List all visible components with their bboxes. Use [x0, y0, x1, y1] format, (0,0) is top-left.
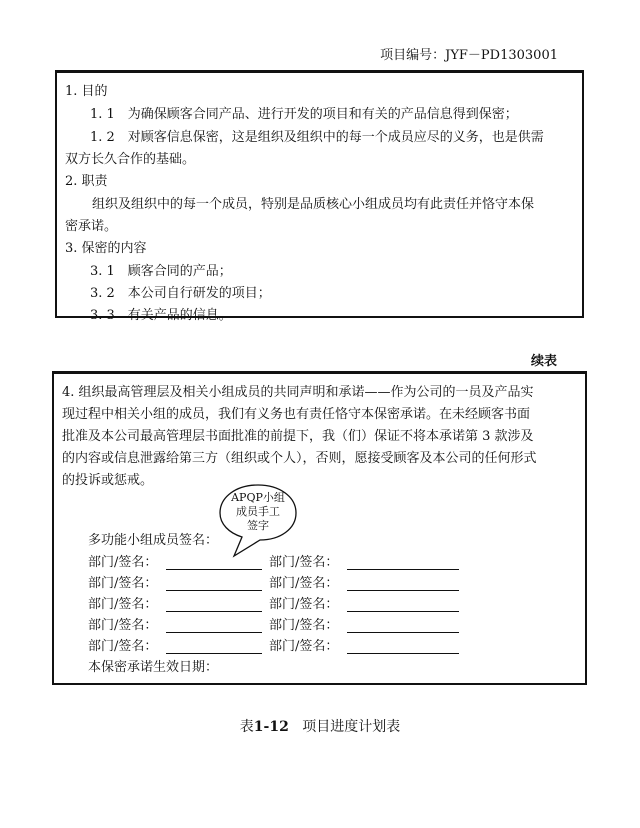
dept-sign-label: 部门/签名： — [88, 597, 158, 612]
dept-sign-label: 部门/签名： — [269, 639, 339, 654]
dept-sign-label: 部门/签名： — [269, 618, 339, 633]
signature-field[interactable] — [166, 653, 262, 654]
responsibility-text-cont: 密承诺。 — [65, 219, 118, 234]
signature-field[interactable] — [347, 653, 459, 654]
declaration-line-1: 4. 组织最高管理层及相关小组成员的共同声明和承诺——作为公司的一员及产品实 — [62, 385, 534, 400]
declaration-line-3: 批准及本公司最高管理层书面批准的前提下，我（们）保证不将本承诺第 3 款涉及 — [62, 429, 534, 444]
confidentiality-box-part1 — [55, 70, 584, 323]
declaration-line-5: 的投诉或惩戒。 — [62, 473, 154, 488]
scope-item-3-3: 3. 3 有关产品的信息。 — [90, 308, 232, 323]
signature-field[interactable] — [166, 611, 262, 612]
team-signature-label: 多功能小组成员签名： — [88, 533, 219, 548]
bubble-text-line-2: 成员手工 — [236, 505, 280, 518]
table-caption — [0, 716, 640, 736]
section-heading-responsibility: 2. 职责 — [65, 174, 108, 189]
dept-sign-label: 部门/签名： — [269, 555, 339, 570]
scope-item-3-1: 3. 1 顾客合同的产品； — [90, 264, 232, 279]
signature-field[interactable] — [347, 632, 459, 633]
dept-sign-label: 部门/签名： — [88, 639, 158, 654]
project-code: 项目编号：JYF－PD1303001 — [380, 48, 558, 63]
section-heading-scope: 3. 保密的内容 — [65, 241, 147, 256]
confidentiality-box-part2 — [52, 371, 587, 685]
section-heading-purpose: 1. 目的 — [65, 84, 108, 99]
responsibility-text: 组织及组织中的每一个成员，特别是品质核心小组成员均有此责任并恪守本保 — [92, 197, 535, 212]
purpose-item-1-2-cont: 双方长久合作的基础。 — [65, 152, 196, 167]
effective-date-label: 本保密承诺生效日期： — [88, 660, 219, 675]
caption-number: 1-12 — [253, 719, 289, 735]
purpose-item-1-2: 1. 2 对顾客信息保密，这是组织及组织中的每一个成员应尽的义务，也是供需 — [90, 130, 544, 145]
dept-sign-label: 部门/签名： — [269, 576, 339, 591]
signature-field[interactable] — [166, 632, 262, 633]
scope-item-3-2: 3. 2 本公司自行研发的项目； — [90, 286, 271, 301]
dept-sign-label: 部门/签名： — [88, 576, 158, 591]
signature-field[interactable] — [347, 590, 459, 591]
purpose-item-1-1: 1. 1 为确保顾客合同产品、进行开发的项目和有关的产品信息得到保密； — [90, 107, 518, 122]
signature-field[interactable] — [347, 611, 459, 612]
signature-field[interactable] — [347, 569, 459, 570]
dept-sign-label: 部门/签名： — [269, 597, 339, 612]
dept-sign-label: 部门/签名： — [88, 618, 158, 633]
caption-title: 项目进度计划表 — [302, 719, 401, 735]
signature-field[interactable] — [166, 590, 262, 591]
bubble-text-line-1: APQP小组 — [231, 491, 285, 504]
dept-sign-label: 部门/签名： — [88, 555, 158, 570]
bubble-text-line-3: 签字 — [247, 519, 269, 532]
signature-field[interactable] — [166, 569, 262, 570]
declaration-line-4: 的内容或信息泄露给第三方（组织或个人），否则，愿接受顾客及本公司的任何形式 — [62, 451, 537, 466]
declaration-line-2: 现过程中相关小组的成员，我们有义务也有责任恪守本保密承诺。在未经顾客书面 — [62, 407, 531, 422]
caption-prefix: 表 — [239, 719, 254, 735]
continued-label: 续表 — [530, 354, 557, 369]
